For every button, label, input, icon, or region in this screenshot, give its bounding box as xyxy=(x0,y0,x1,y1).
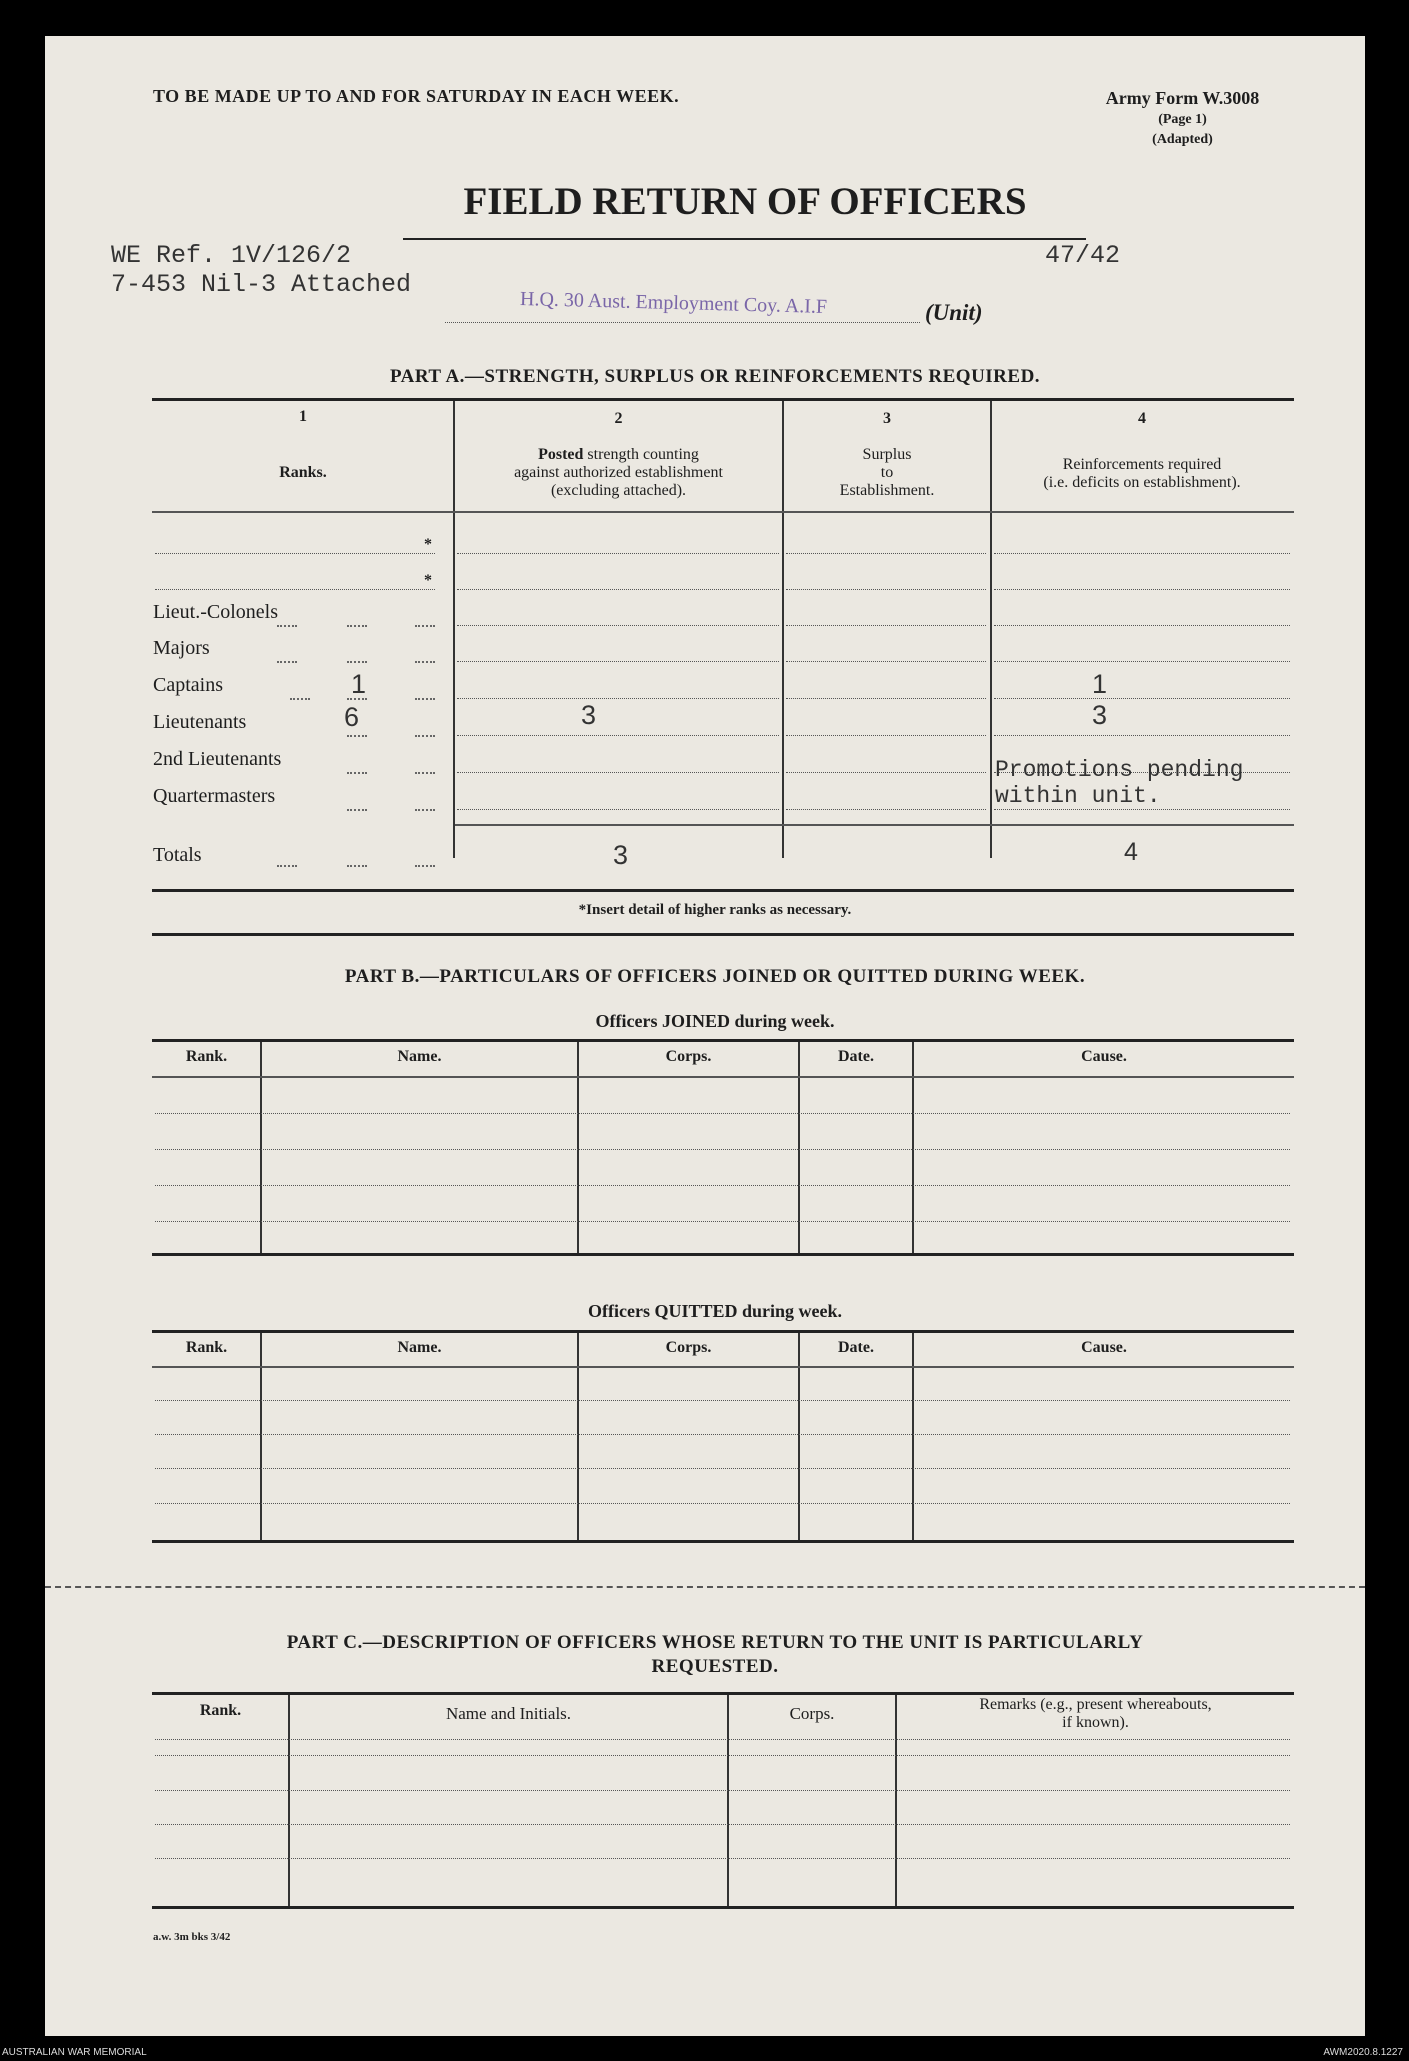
quitted-col-divider xyxy=(577,1333,579,1541)
part-c-row-line xyxy=(155,1739,1290,1740)
row-line xyxy=(457,625,779,626)
quitted-col-rank: Rank. xyxy=(185,1339,228,1356)
part-c-col-rank: Rank. xyxy=(199,1702,242,1719)
part-c-heading-line2: REQUESTED. xyxy=(651,1656,779,1677)
row-line xyxy=(457,553,779,554)
lieutenants-posted: 3 xyxy=(581,700,597,730)
row-line xyxy=(994,809,1290,810)
leader-dots xyxy=(277,865,297,867)
form-adapted: (Adapted) xyxy=(1152,132,1213,147)
footnote: *Insert detail of higher ranks as necessary. xyxy=(578,902,852,918)
title-underline xyxy=(403,238,1086,240)
leader-dots xyxy=(415,625,435,627)
part-a-heading: PART A.—STRENGTH, SURPLUS OR REINFORCEMENTS REQUIRED. xyxy=(389,366,1041,387)
part-c-row-line xyxy=(155,1858,1290,1859)
joined-row-line xyxy=(155,1185,1290,1186)
leader-dots xyxy=(347,772,367,774)
quitted-row-line xyxy=(155,1400,1290,1401)
part-a-end-rule xyxy=(152,933,1294,936)
part-c-table-bottom xyxy=(152,1906,1294,1909)
quitted-col-divider xyxy=(912,1333,914,1541)
quitted-col-cause: Cause. xyxy=(1081,1339,1127,1356)
row-line xyxy=(457,772,779,773)
part-c-row-line xyxy=(155,1755,1290,1756)
rank-label-lt-colonels: Lieut.-Colonels xyxy=(153,601,278,623)
totals-label: Totals xyxy=(153,844,202,866)
leader-dots xyxy=(415,698,435,700)
col-header-posted-bold: Posted xyxy=(538,446,584,463)
joined-table-top xyxy=(152,1039,1294,1042)
unit-label: (Unit) xyxy=(925,300,983,325)
leader-dots xyxy=(347,735,367,737)
leader-dots xyxy=(415,772,435,774)
row-line xyxy=(786,625,986,626)
quitted-col-name: Name. xyxy=(397,1339,442,1356)
part-c-row-line xyxy=(155,1824,1290,1825)
part-a-bottom-rule xyxy=(152,889,1294,892)
lieutenants-authorized: 6 xyxy=(344,702,360,732)
rank-label-captains: Captains xyxy=(153,674,223,696)
quitted-col-divider xyxy=(260,1333,262,1541)
leader-dots xyxy=(290,698,310,700)
part-c-heading-line1: PART C.—DESCRIPTION OF OFFICERS WHOSE RETURN TO THE UNIT IS PARTICULARLY xyxy=(286,1632,1144,1653)
star-marker-1: * xyxy=(424,536,432,553)
col-header-surplus-line1: Surplus xyxy=(862,446,912,463)
quitted-heading: Officers QUITTED during week. xyxy=(588,1301,842,1321)
quitted-row-line xyxy=(155,1434,1290,1435)
row-line xyxy=(457,661,779,662)
leader-dots xyxy=(277,661,297,663)
row-line xyxy=(786,772,986,773)
row-line xyxy=(457,735,779,736)
col-header-surplus-line2: to xyxy=(880,464,894,481)
leader-dots xyxy=(415,735,435,737)
page-title: FIELD RETURN OF OFFICERS xyxy=(463,180,1027,223)
reinforcement-note-line2: within unit. xyxy=(995,783,1161,809)
perforation-line xyxy=(45,1586,1365,1588)
row-line xyxy=(994,589,1290,590)
joined-table-bottom xyxy=(152,1253,1294,1256)
part-c-table-top xyxy=(152,1692,1294,1695)
joined-row-line xyxy=(155,1113,1290,1114)
col-header-surplus-line3: Establishment. xyxy=(839,482,935,499)
col-number-1: 1 xyxy=(299,408,307,425)
totals-reinforcements: 4 xyxy=(1124,838,1138,866)
joined-col-divider xyxy=(577,1042,579,1254)
joined-col-corps: Corps. xyxy=(665,1048,712,1065)
rank-label-majors: Majors xyxy=(153,637,210,659)
col-header-posted-line2: against authorized establishment xyxy=(514,464,723,481)
part-a-top-rule xyxy=(152,398,1294,401)
col-header-ranks: Ranks. xyxy=(279,464,327,481)
quitted-row-line xyxy=(155,1503,1290,1504)
form-page xyxy=(45,36,1365,2036)
quitted-header-rule xyxy=(152,1366,1294,1368)
form-name: Army Form W.3008 xyxy=(1105,88,1260,108)
quitted-table-bottom xyxy=(152,1540,1294,1543)
form-page: (Page 1) xyxy=(1158,112,1207,127)
row-line xyxy=(786,589,986,590)
col-header-posted-rest: strength counting xyxy=(583,446,699,463)
joined-col-divider xyxy=(260,1042,262,1254)
star-marker-2: * xyxy=(424,572,432,589)
quitted-col-corps: Corps. xyxy=(665,1339,712,1356)
totals-posted: 3 xyxy=(613,840,629,870)
quitted-col-divider xyxy=(798,1333,800,1541)
part-c-col-divider xyxy=(288,1695,290,1908)
establishment-note: 7-453 Nil-3 Attached xyxy=(111,270,412,299)
row-line xyxy=(994,625,1290,626)
part-a-header-rule xyxy=(152,511,1294,513)
rank-label-quartermasters: Quartermasters xyxy=(153,785,276,807)
joined-col-divider xyxy=(912,1042,914,1254)
leader-dots xyxy=(347,809,367,811)
rank-label-lieutenants: Lieutenants xyxy=(153,711,247,733)
leader-dots xyxy=(415,809,435,811)
we-ref: WE Ref. 1V/126/2 xyxy=(111,241,352,270)
leader-dots xyxy=(347,865,367,867)
joined-col-name: Name. xyxy=(397,1048,442,1065)
archive-reference: AWM2020.8.1227 xyxy=(1323,2047,1403,2058)
part-c-col-name: Name and Initials. xyxy=(445,1704,572,1723)
row-line xyxy=(994,735,1290,736)
joined-heading: Officers JOINED during week. xyxy=(595,1011,835,1031)
row-line xyxy=(994,698,1290,699)
joined-row-line xyxy=(155,1149,1290,1150)
col-header-reinf-line1: Reinforcements required xyxy=(1062,456,1222,473)
blank-rank-line-2 xyxy=(155,589,435,590)
part-c-col-divider xyxy=(727,1695,729,1908)
col-number-4: 4 xyxy=(1138,410,1146,427)
col-number-3: 3 xyxy=(883,410,891,427)
row-line xyxy=(457,589,779,590)
leader-dots xyxy=(347,661,367,663)
joined-row-line xyxy=(155,1221,1290,1222)
instruction-text: TO BE MADE UP TO AND FOR SATURDAY IN EACH WEEK. xyxy=(153,86,680,106)
row-line xyxy=(786,735,986,736)
col-header-posted xyxy=(455,446,782,464)
totals-rule xyxy=(455,824,1294,826)
quitted-row-line xyxy=(155,1468,1290,1469)
joined-col-cause: Cause. xyxy=(1081,1048,1127,1065)
return-number: 47/42 xyxy=(1045,241,1121,270)
row-line xyxy=(786,661,986,662)
part-c-col-remarks-line1: Remarks (e.g., present whereabouts, xyxy=(979,1696,1212,1713)
leader-dots xyxy=(277,625,297,627)
part-c-row-line xyxy=(155,1790,1290,1791)
joined-col-date: Date. xyxy=(838,1048,874,1065)
part-b-heading: PART B.—PARTICULARS OF OFFICERS JOINED OR QUITTED DURING WEEK. xyxy=(344,966,1086,987)
archive-credit: AUSTRALIAN WAR MEMORIAL xyxy=(2,2047,147,2058)
part-c-col-corps: Corps. xyxy=(789,1704,835,1723)
joined-col-rank: Rank. xyxy=(185,1048,228,1065)
joined-col-divider xyxy=(798,1042,800,1254)
unit-line xyxy=(445,322,920,323)
row-line xyxy=(786,698,986,699)
row-line xyxy=(994,553,1290,554)
rank-label-2nd-lieutenants: 2nd Lieutenants xyxy=(153,748,282,770)
leader-dots xyxy=(415,661,435,663)
quitted-table-top xyxy=(152,1330,1294,1333)
col-header-posted-line3: (excluding attached). xyxy=(550,482,687,499)
blank-rank-line-1 xyxy=(155,553,435,554)
quitted-col-date: Date. xyxy=(838,1339,874,1356)
captains-reinforcements: 1 xyxy=(1092,669,1108,699)
row-line xyxy=(786,809,986,810)
leader-dots xyxy=(415,865,435,867)
row-line xyxy=(457,809,779,810)
captains-authorized: 1 xyxy=(351,669,367,699)
leader-dots xyxy=(347,625,367,627)
row-line xyxy=(786,553,986,554)
row-line xyxy=(994,661,1290,662)
col-header-reinf-line2: (i.e. deficits on establishment). xyxy=(1043,474,1241,491)
print-code: a.w. 3m bks 3/42 xyxy=(153,1931,231,1943)
col-number-2: 2 xyxy=(614,410,623,427)
unit-stamp: H.Q. 30 Aust. Employment Coy. A.I.F xyxy=(519,287,828,319)
joined-header-rule xyxy=(152,1076,1294,1078)
part-c-col-remarks-line2: if known). xyxy=(1062,1714,1129,1731)
row-line xyxy=(457,698,779,699)
reinforcement-note-line1: Promotions pending xyxy=(995,757,1244,783)
lieutenants-reinforcements: 3 xyxy=(1092,700,1108,730)
